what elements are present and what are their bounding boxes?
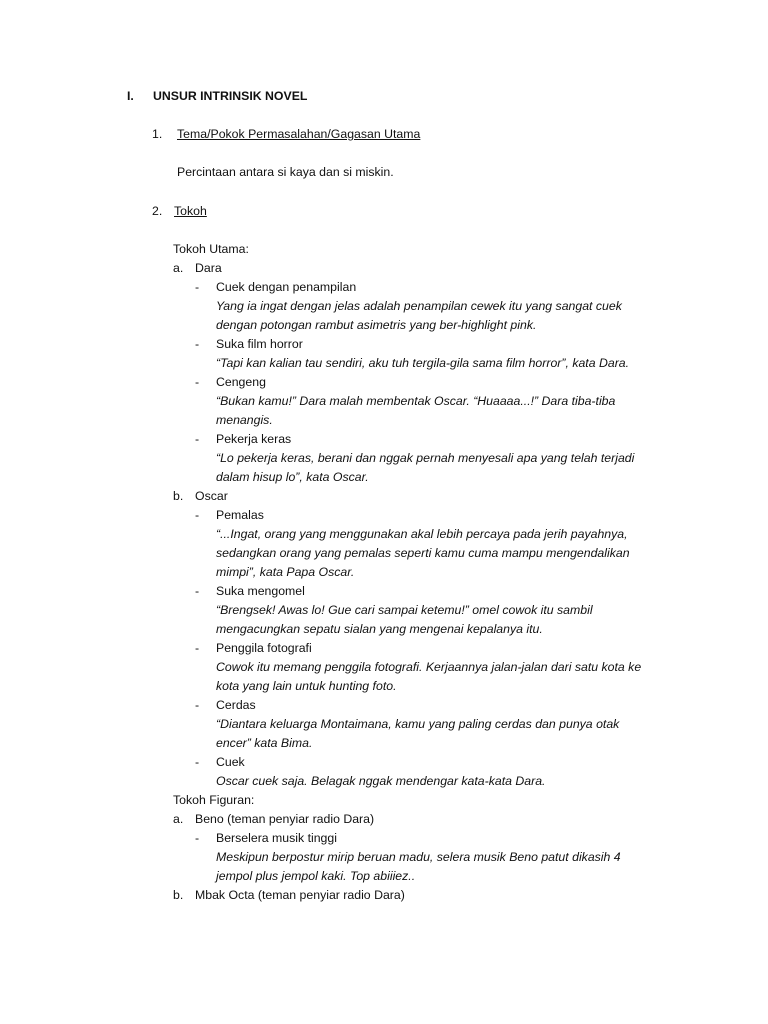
trait-label: Pekerja keras bbox=[216, 432, 292, 446]
bullet-dash: - bbox=[195, 584, 200, 598]
bullet-dash: - bbox=[195, 280, 200, 294]
trait-label: Berselera musik tinggi bbox=[216, 831, 337, 845]
trait-quote-line: “Lo pekerja keras, berani dan nggak pernah menyesali apa yang telah terjadi bbox=[216, 451, 635, 465]
trait-quote-line: “Tapi kan kalian tau sendiri, aku tuh tergila-gila sama film horror”, kata Dara. bbox=[216, 356, 630, 370]
trait-label: Cuek bbox=[216, 755, 245, 769]
trait-label: Penggila fotografi bbox=[216, 641, 312, 655]
trait-label: Pemalas bbox=[216, 508, 264, 522]
bullet-dash: - bbox=[195, 755, 200, 769]
trait-label: Cengeng bbox=[216, 375, 266, 389]
char-name: Beno (teman penyiar radio Dara) bbox=[195, 812, 375, 826]
trait-label: Cerdas bbox=[216, 698, 256, 712]
bullet-dash: - bbox=[195, 375, 200, 389]
trait-quote-line: Cowok itu memang penggila fotografi. Kerjaannya jalan-jalan dari satu kota ke bbox=[216, 660, 642, 674]
trait-quote-line: Yang ia ingat dengan jelas adalah penampilan cewek itu yang sangat cuek bbox=[216, 299, 622, 313]
trait-quote-line: sedangkan orang yang pemalas seperti kamu cuma mampu mengendalikan bbox=[216, 546, 630, 560]
char-letter: a. bbox=[173, 812, 184, 826]
trait-label: Suka film horror bbox=[216, 337, 303, 351]
bullet-dash: - bbox=[195, 432, 200, 446]
char-letter: b. bbox=[173, 489, 184, 503]
trait-quote-line: “Diantara keluarga Montaimana, kamu yang paling cerdas dan punya otak bbox=[216, 717, 620, 731]
section-roman: I. bbox=[127, 89, 134, 103]
bullet-dash: - bbox=[195, 831, 200, 845]
trait-quote-line: kota yang lain untuk hunting foto. bbox=[216, 679, 397, 693]
item-number: 1. bbox=[152, 127, 163, 141]
item-heading: Tema/Pokok Permasalahan/Gagasan Utama bbox=[177, 127, 421, 141]
section-title: UNSUR INTRINSIK NOVEL bbox=[153, 89, 308, 103]
trait-label: Cuek dengan penampilan bbox=[216, 280, 357, 294]
trait-quote-line: dengan potongan rambut asimetris yang ber-highlight pink. bbox=[216, 318, 537, 332]
char-letter: b. bbox=[173, 888, 184, 902]
item-heading: Tokoh bbox=[174, 204, 207, 218]
trait-quote-line: mimpi”, kata Papa Oscar. bbox=[216, 565, 355, 579]
trait-quote-line: “Bukan kamu!” Dara malah membentak Oscar. “Huaaaa...!” Dara tiba-tiba bbox=[216, 394, 616, 408]
bullet-dash: - bbox=[195, 337, 200, 351]
tokoh-utama-label: Tokoh Utama: bbox=[173, 242, 249, 256]
trait-quote-line: mengacungkan sepatu sialan yang mengenai kepalanya itu. bbox=[216, 622, 543, 636]
trait-quote-line: “Brengsek! Awas lo! Gue cari sampai ketemu!” omel cowok itu sambil bbox=[216, 603, 593, 617]
item-number: 2. bbox=[152, 204, 163, 218]
trait-quote-line: “...Ingat, orang yang menggunakan akal lebih percaya pada jerih payahnya, bbox=[216, 527, 628, 541]
trait-quote-line: jempol plus jempol kaki. Top abiiiez.. bbox=[216, 869, 416, 883]
bullet-dash: - bbox=[195, 508, 200, 522]
trait-quote-line: Oscar cuek saja. Belagak nggak mendengar kata-kata Dara. bbox=[216, 774, 546, 788]
char-name: Dara bbox=[195, 261, 222, 275]
trait-label: Suka mengomel bbox=[216, 584, 305, 598]
trait-quote-line: encer” kata Bima. bbox=[216, 736, 313, 750]
trait-quote-line: dalam hisup lo”, kata Oscar. bbox=[216, 470, 369, 484]
trait-quote-line: Meskipun berpostur mirip beruan madu, selera musik Beno patut dikasih 4 bbox=[216, 850, 621, 864]
tokoh-figuran-label: Tokoh Figuran: bbox=[173, 793, 255, 807]
trait-quote-line: menangis. bbox=[216, 413, 273, 427]
char-name: Mbak Octa (teman penyiar radio Dara) bbox=[195, 888, 405, 902]
char-letter: a. bbox=[173, 261, 184, 275]
bullet-dash: - bbox=[195, 641, 200, 655]
bullet-dash: - bbox=[195, 698, 200, 712]
item-text: Percintaan antara si kaya dan si miskin. bbox=[177, 165, 394, 179]
char-name: Oscar bbox=[195, 489, 228, 503]
